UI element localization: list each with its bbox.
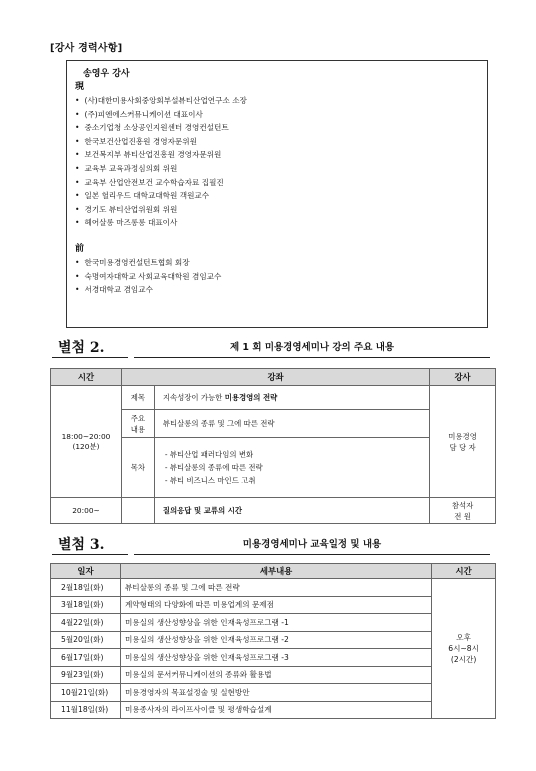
header-detail: 세부내용 xyxy=(120,564,431,579)
attachment2-label: 별첨 2. xyxy=(58,340,105,356)
schedule-time-line-1: 오후 xyxy=(456,633,471,642)
table-row xyxy=(51,579,496,597)
qa-text: 질의응답 및 교류의 시간 xyxy=(154,498,429,524)
section-title: [강사 경력사항] xyxy=(50,43,123,54)
table-row xyxy=(51,666,496,684)
topic-label: 제목 xyxy=(121,386,154,410)
date-cell: 2월18일(화) xyxy=(51,579,121,597)
date-cell: 3월18일(화) xyxy=(51,596,121,614)
date-cell: 4월22일(화) xyxy=(51,614,121,632)
schedule-time-line-3: (2시간) xyxy=(450,655,477,664)
schedule-table xyxy=(50,563,496,719)
toc-item: - 뷰티 비즈니스 마인드 고취 xyxy=(164,476,256,485)
lecturer-cell xyxy=(430,386,496,498)
list-item: • 교육부 교육과정심의회 위원 xyxy=(75,162,481,176)
detail-cell: 미용실의 생산성향상을 위한 인재육성프로그램 -3 xyxy=(120,649,431,667)
attachment2-title: 제 1 회 미용경영세미나 강의 주요 내용 xyxy=(229,342,395,353)
detail-cell: 미용실의 생산성향상을 위한 인재육성프로그램 -2 xyxy=(120,631,431,649)
list-item: • 중소기업청 소상공인지원센터 경영컨설턴트 xyxy=(75,121,481,135)
toc-list xyxy=(155,448,429,487)
list-item: • 보건복지부 뷰티산업진흥원 경영자문위원 xyxy=(75,148,481,162)
qa-time: 20:00~ xyxy=(51,498,122,524)
main-content: 뷰티살롱의 종류 및 그에 따른 전략 xyxy=(154,410,429,438)
attachment2-title-underline xyxy=(134,357,490,358)
toc-item: - 뷰티살롱의 종류에 따른 전략 xyxy=(164,463,263,472)
date-cell: 11월18일(화) xyxy=(51,701,121,719)
date-cell: 10월21일(화) xyxy=(51,684,121,702)
detail-cell: 미용경영자의 목표설정술 및 실현방안 xyxy=(120,684,431,702)
former-positions-label: 前 xyxy=(75,243,85,254)
attendee-line-2: 전 원 xyxy=(454,511,471,521)
list-item: • 교육부 산업안전보건 교수학습자료 집필진 xyxy=(75,176,481,190)
list-item: • 서경대학교 겸임교수 xyxy=(75,283,481,297)
attachment3-title-underline xyxy=(134,554,490,555)
table-row xyxy=(51,596,496,614)
date-cell: 5월20일(화) xyxy=(51,631,121,649)
lecture-table xyxy=(50,368,496,524)
qa-empty-cell xyxy=(121,498,154,524)
content-label-cell xyxy=(121,410,154,438)
session-time-cell xyxy=(51,386,122,498)
header-course: 강좌 xyxy=(121,369,429,386)
attachment3-label-underline xyxy=(52,554,128,555)
content-label-line-1: 주요 xyxy=(130,413,146,423)
header-time: 시간 xyxy=(51,369,122,386)
session-time: 18:00~20:00 xyxy=(61,431,111,441)
table-row xyxy=(51,614,496,632)
table-row xyxy=(51,631,496,649)
toc-label: 목차 xyxy=(121,438,154,498)
list-item: • 일본 헐리우드 대학교대학원 객원교수 xyxy=(75,189,481,203)
current-positions-list xyxy=(75,94,481,230)
current-positions-label: 現 xyxy=(75,82,85,92)
lecturer-line-1: 미용경영 xyxy=(448,431,477,441)
list-item: • 숙명여자대학교 사회교육대학원 겸임교수 xyxy=(75,270,481,284)
lecturer-name: 송영우 강사 xyxy=(83,69,130,79)
toc-cell xyxy=(154,438,429,498)
table-row xyxy=(51,684,496,702)
date-cell: 9월23일(화) xyxy=(51,666,121,684)
topic-text: 지속성장이 가능한 xyxy=(162,393,225,402)
attachment2-label-underline xyxy=(52,357,128,358)
list-item: • 헤어살롱 마즈롱롱 대표이사 xyxy=(75,216,481,230)
toc-item: - 뷰티산업 패러다임의 변화 xyxy=(164,450,254,459)
former-positions-list xyxy=(75,256,481,297)
attachment3-title: 미용경영세미나 교육일정 및 내용 xyxy=(242,539,382,550)
list-item: • 한국미용경영컨설턴트협회 회장 xyxy=(75,256,481,270)
schedule-time-cell xyxy=(432,579,496,719)
schedule-time-line-2: 6시~8시 xyxy=(448,644,479,653)
detail-cell: 미용실의 문서커뮤니케이션의 종류와 활용법 xyxy=(120,666,431,684)
list-item: • 경기도 뷰티산업위원회 위원 xyxy=(75,203,481,217)
header-schedule-time: 시간 xyxy=(432,564,496,579)
career-box xyxy=(66,60,488,328)
table-row xyxy=(51,649,496,667)
detail-cell: 계약형태의 다양화에 따른 미용업계의 문제점 xyxy=(120,596,431,614)
list-item: • 한국보건산업진흥원 경영자문위원 xyxy=(75,135,481,149)
header-date: 일자 xyxy=(51,564,121,579)
list-item: • (주)피엔에스커뮤니케이션 대표이사 xyxy=(75,108,481,122)
header-lecturer: 강사 xyxy=(430,369,496,386)
detail-cell: 뷰티살롱의 종류 및 그에 따른 전략 xyxy=(120,579,431,597)
lecturer-line-2: 담 당 자 xyxy=(449,442,476,452)
attendee-cell xyxy=(430,498,496,524)
date-cell: 6월17일(화) xyxy=(51,649,121,667)
attachment3-label: 별첨 3. xyxy=(58,537,105,553)
session-duration: (120분) xyxy=(72,441,100,451)
list-item: • (사)대한미용사회중앙회부설뷰티산업연구소 소장 xyxy=(75,94,481,108)
detail-cell: 미용종사자의 라이프사이클 및 평생학습설계 xyxy=(120,701,431,719)
attendee-line-1: 참석자 xyxy=(451,500,474,510)
detail-cell: 미용실의 생산성향상을 위한 인재육성프로그램 -1 xyxy=(120,614,431,632)
content-label-line-2: 내용 xyxy=(130,424,146,434)
table-row xyxy=(51,701,496,719)
topic-cell xyxy=(154,386,429,410)
topic-bold-text: 미용경영의 전략 xyxy=(224,393,278,402)
